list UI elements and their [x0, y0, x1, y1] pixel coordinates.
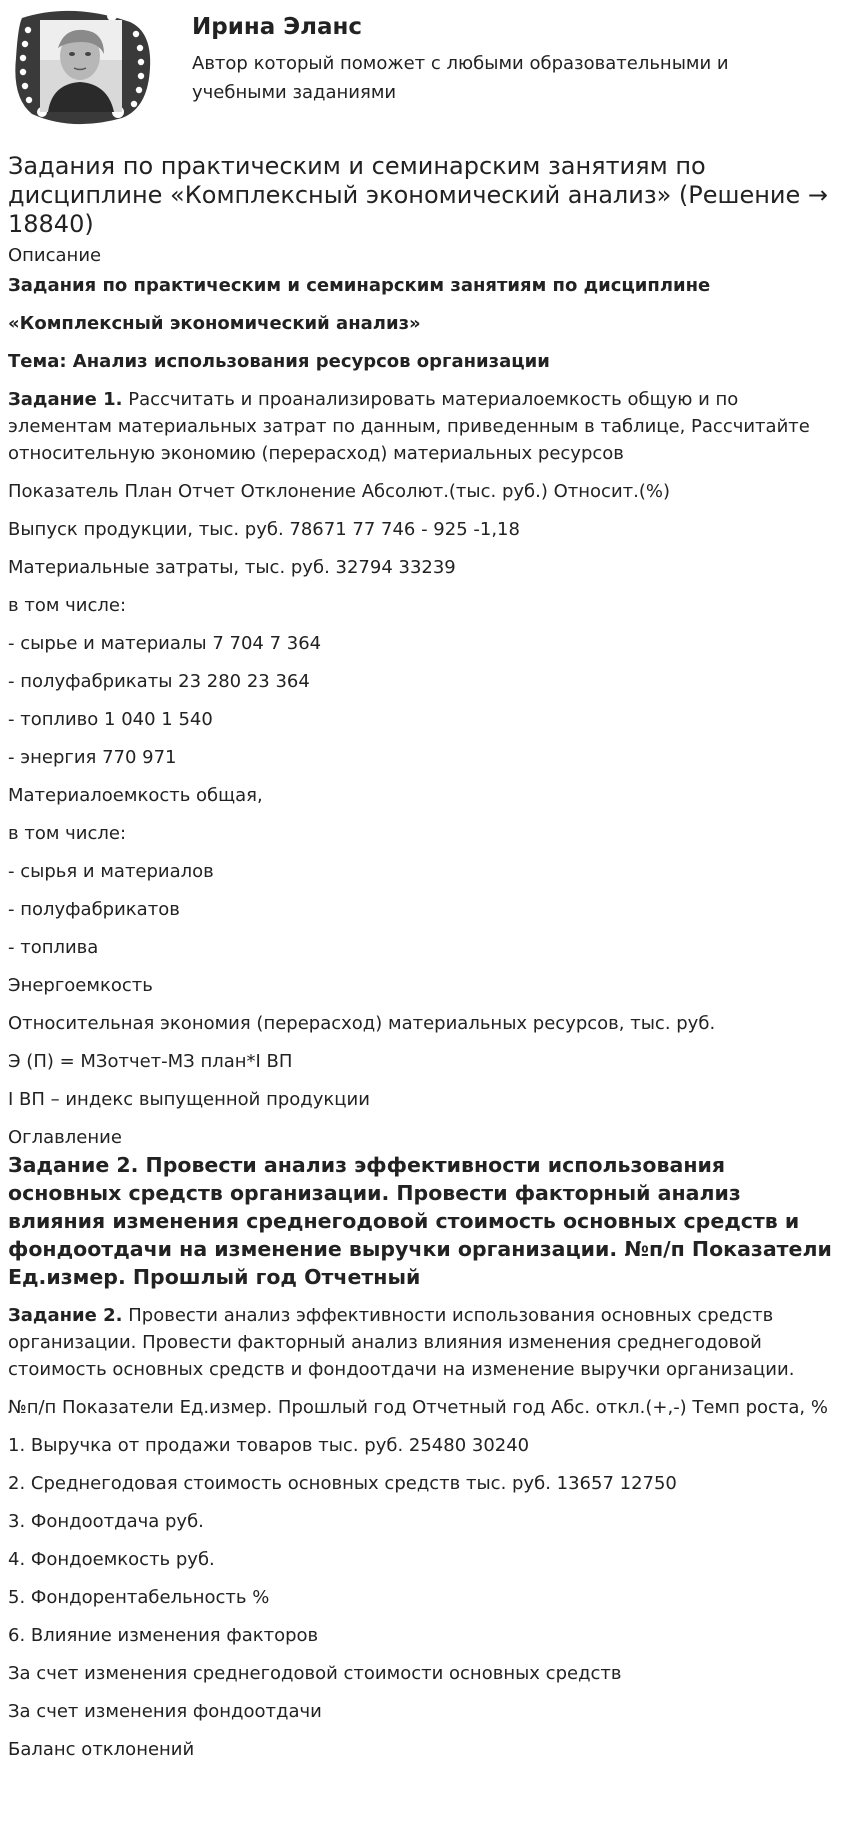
task2-line: За счет изменения фондоотдачи [8, 1701, 322, 1722]
intro-line-2: «Комплексный экономический анализ» [8, 313, 421, 334]
author-block [8, 0, 839, 140]
toc-label: Оглавление [8, 1127, 122, 1148]
description-label: Описание [8, 245, 102, 266]
task1-line: - топливо 1 040 1 540 [8, 709, 213, 730]
task2-line: 4. Фондоемкость руб. [8, 1549, 215, 1570]
task2-text: Провести анализ эффективности использования основных средств организации. Провести факторный анализ влияния изменения среднегодовой стоимость основных средств и фондоотдачи на изменение выручки организации. [8, 1305, 795, 1380]
task1-line: - полуфабрикаты 23 280 23 364 [8, 671, 310, 692]
task2-line: 2. Среднегодовая стоимость основных средств тыс. руб. 13657 12750 [8, 1473, 677, 1494]
task2-table-header: №п/п Показатели Ед.измер. Прошлый год Отчетный год Абс. откл.(+,-) Темп роста, % [8, 1397, 828, 1418]
task1-line: - сырья и материалов [8, 861, 214, 882]
task2-line: 3. Фондоотдача руб. [8, 1511, 204, 1532]
task1-line: I ВП – индекс выпущенной продукции [8, 1089, 370, 1110]
intro-line-1: Задания по практическим и семинарским занятиям по дисциплине [8, 275, 711, 296]
task1-line: Относительная экономия (перерасход) материальных ресурсов, тыс. руб. [8, 1013, 716, 1034]
task1-line: - полуфабрикатов [8, 899, 180, 920]
topic: Тема: Анализ использования ресурсов организации [8, 351, 550, 372]
task1-line: в том числе: [8, 823, 127, 844]
task1-text: Рассчитать и проанализировать материалоемкость общую и по элементам материальных затрат по данным, приведенным в таблице, Рассчитайте относительную экономию (перерасход) материальных ресурсов [8, 389, 810, 464]
task2-line: 5. Фондорентабельность % [8, 1587, 270, 1608]
task2-paragraph [8, 1302, 839, 1383]
task2-line: 1. Выручка от продажи товаров тыс. руб. 25480 30240 [8, 1435, 530, 1456]
task1-paragraph [8, 386, 839, 467]
author-description: Автор который поможет с любыми образовательными и учебными заданиями [192, 53, 729, 103]
page-title: Задания по практическим и семинарским занятиям по дисциплине «Комплексный экономический анализ» (Решение → 18840) [8, 152, 829, 238]
task2-label: Задание 2. [8, 1305, 123, 1326]
author-avatar[interactable] [12, 8, 156, 126]
task1-line: Материалоемкость общая, [8, 785, 263, 806]
task1-line: Энергоемкость [8, 975, 153, 996]
task1-line: - топлива [8, 937, 99, 958]
task2-line: За счет изменения среднегодовой стоимости основных средств [8, 1663, 622, 1684]
task1-label: Задание 1. [8, 389, 123, 410]
task2-line: Баланс отклонений [8, 1739, 195, 1760]
task1-line: - энергия 770 971 [8, 747, 177, 768]
task1-line: Выпуск продукции, тыс. руб. 78671 77 746 - 925 -1,18 [8, 519, 520, 540]
task2-heading[interactable]: Задание 2. Провести анализ эффективности использования основных средств организации. Провести факторный анализ влияния изменения среднегодовой стоимость основных средств и фондоотдачи на изменение выручки организации. №п/п Показатели Ед.измер. Прошлый год Отчетный [8, 1153, 832, 1289]
task1-line: Показатель План Отчет Отклонение Абсолют.(тыс. руб.) Относит.(%) [8, 481, 671, 502]
task1-line: - сырье и материалы 7 704 7 364 [8, 633, 322, 654]
task2-line: 6. Влияние изменения факторов [8, 1625, 319, 1646]
task1-line: Материальные затраты, тыс. руб. 32794 33239 [8, 557, 456, 578]
task1-line: Э (П) = МЗотчет-МЗ план*I ВП [8, 1051, 293, 1072]
task1-line: в том числе: [8, 595, 127, 616]
author-name[interactable]: Ирина Эланс [192, 14, 363, 40]
